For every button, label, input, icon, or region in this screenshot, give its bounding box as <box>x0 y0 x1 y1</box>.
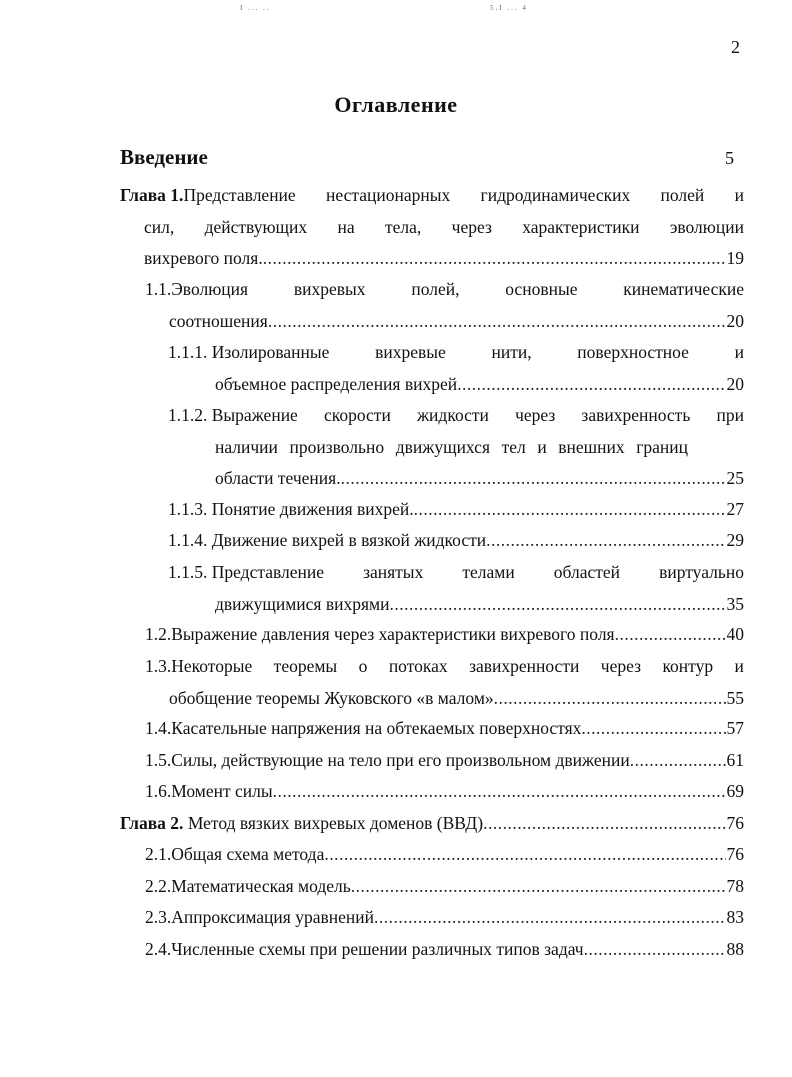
toc-line: объемное распределения вихрей ..... 20 <box>168 369 744 401</box>
section-number: 2.3. <box>145 907 172 927</box>
toc-page-number: 69 <box>726 781 744 801</box>
toc-line: 1.1.3. Понятие движения вихрей. ..... 27 <box>168 494 744 526</box>
dot-leader <box>494 683 726 715</box>
dot-leader <box>389 589 725 621</box>
section-number: 2.2. <box>145 876 172 896</box>
section-number: 1.4. <box>145 718 172 738</box>
toc-entry-1-1-4[interactable] <box>168 525 744 557</box>
toc-page-number: 35 <box>726 593 744 614</box>
dot-leader <box>630 745 726 777</box>
toc-line: движущимися вихрями ..... 35 <box>168 589 744 621</box>
dot-leader <box>581 713 725 745</box>
toc-line: 1.1.2. Выражение скорости жидкости через завихренность при <box>168 405 744 425</box>
toc-line: 1.1.5. Представление занятых телами областей виртуально <box>168 562 744 582</box>
section-number: 1.1. <box>145 279 172 299</box>
toc-line: 1.5. Силы, действующие на тело при его произвольном движении ..... 61 <box>145 745 744 777</box>
toc-entry-1-1[interactable] <box>145 274 744 337</box>
toc-entry-chapter-1[interactable] <box>120 180 744 275</box>
toc-page-number: 29 <box>726 530 744 550</box>
toc-line: 1.2. Выражение давления через характеристики вихревого поля ..... 40 <box>145 619 744 651</box>
toc-page-number: 57 <box>726 718 744 738</box>
section-number: 1.6. <box>145 781 172 801</box>
page-number: 2 <box>731 37 740 57</box>
toc-entry-1-1-3[interactable] <box>168 494 744 526</box>
toc-entry-1-2[interactable] <box>145 619 744 651</box>
dot-leader <box>351 871 726 903</box>
toc-line: 1.1.Эволюция вихревых полей, основные кинематические <box>145 279 744 299</box>
toc-line: сил, действующих на тела, через характеристики эволюции <box>144 216 744 237</box>
toc-page-number: 55 <box>726 687 744 708</box>
section-number: 1.2. <box>145 624 172 644</box>
toc-page-number: 76 <box>726 844 744 864</box>
toc-line: 1.1.1. Изолированные вихревые нити, поверхностное и <box>168 342 744 362</box>
section-number: 2.4. <box>145 939 172 959</box>
toc-line: наличии произвольно движущихся тел и внешних границ <box>215 436 688 457</box>
toc-entry-1-1-1[interactable] <box>168 337 744 400</box>
toc-page-number: 78 <box>726 876 744 896</box>
toc-page-number: 40 <box>726 624 744 644</box>
toc-entry-1-1-5[interactable] <box>168 557 744 620</box>
toc-page-number: 88 <box>726 939 744 959</box>
toc-page-number: 76 <box>726 813 744 833</box>
dot-leader <box>324 839 725 871</box>
section-number: 1.3. <box>145 656 172 676</box>
toc-entry-1-5[interactable] <box>145 745 744 777</box>
toc-page-number: 83 <box>726 907 744 927</box>
dot-leader <box>273 776 726 808</box>
toc-entry-1-1-2[interactable] <box>168 400 744 495</box>
toc-entry-1-3[interactable] <box>145 651 744 714</box>
page-title: Оглавление <box>334 92 458 117</box>
toc-line: 1.4. Касательные напряжения на обтекаемых поверхностях ..... 57 <box>145 713 744 745</box>
toc-page-number: 5 <box>725 148 734 168</box>
dot-leader <box>414 494 726 526</box>
toc-page-number: 20 <box>726 310 744 331</box>
toc-entry-1-4[interactable] <box>145 713 744 745</box>
dot-leader <box>268 306 726 338</box>
dot-leader <box>615 619 726 651</box>
toc-line: 1.6. Момент силы ..... 69 <box>145 776 744 808</box>
dot-leader <box>584 934 726 966</box>
toc-page-number: 27 <box>726 499 744 519</box>
toc-line: 1.3.Некоторые теоремы о потоках завихренности через контур и <box>145 656 744 676</box>
toc-entry-1-6[interactable] <box>145 776 744 808</box>
section-number: 1.1.4. <box>168 530 208 550</box>
chapter-number: Глава 1. <box>120 185 184 205</box>
toc-entry-2-4[interactable] <box>145 934 744 966</box>
toc-page-number: 19 <box>726 248 744 269</box>
toc-line: 2.1. Общая схема метода ..... 76 <box>145 839 744 871</box>
toc-line: 2.3. Аппроксимация уравнений ..... 83 <box>145 902 744 934</box>
toc-entry-chapter-2[interactable] <box>120 808 744 840</box>
dot-leader <box>483 808 725 840</box>
dot-leader <box>341 463 726 495</box>
toc-line: области течения. ..... 25 <box>168 463 744 495</box>
section-number: 1.1.2. <box>168 405 208 425</box>
toc-page-number: 25 <box>726 468 744 489</box>
toc-entry-label: Введение <box>120 145 208 169</box>
section-number: 2.1. <box>145 844 172 864</box>
dot-leader <box>263 243 726 275</box>
toc-entry-2-1[interactable] <box>145 839 744 871</box>
scan-mark-left: I ... .. <box>240 4 271 12</box>
toc-line: Глава 2. Метод вязких вихревых доменов (ВВД) ..... 76 <box>120 808 744 840</box>
section-number: 1.1.3. <box>168 499 208 519</box>
scan-mark-center: 5.I ... 4 <box>490 4 528 12</box>
toc-line: 2.2. Математическая модель ..... 78 <box>145 871 744 903</box>
section-number: 1.1.1. <box>168 342 208 362</box>
toc-entry-2-2[interactable] <box>145 871 744 903</box>
toc-entry-introduction[interactable] <box>120 145 740 173</box>
section-number: 1.1.5. <box>168 562 208 582</box>
dot-leader <box>486 525 725 557</box>
toc-page-number: 61 <box>726 750 744 770</box>
dot-leader <box>457 369 725 401</box>
toc-entry-2-3[interactable] <box>145 902 744 934</box>
toc-line: Глава 1.Представление нестационарных гидродинамических полей и <box>120 185 744 205</box>
chapter-number: Глава 2. <box>120 813 184 833</box>
toc-line: соотношения ..... 20 <box>145 306 744 338</box>
dot-leader <box>374 902 726 934</box>
toc-line: 1.1.4. Движение вихрей в вязкой жидкости ..... 29 <box>168 525 744 557</box>
toc-page-number: 20 <box>726 373 744 394</box>
toc-line: 2.4. Численные схемы при решении различных типов задач ..... 88 <box>145 934 744 966</box>
section-number: 1.5. <box>145 750 172 770</box>
toc-line: вихревого поля. ..... 19 <box>120 243 744 275</box>
toc-line: обобщение теоремы Жуковского «в малом» ..... 55 <box>145 683 744 715</box>
